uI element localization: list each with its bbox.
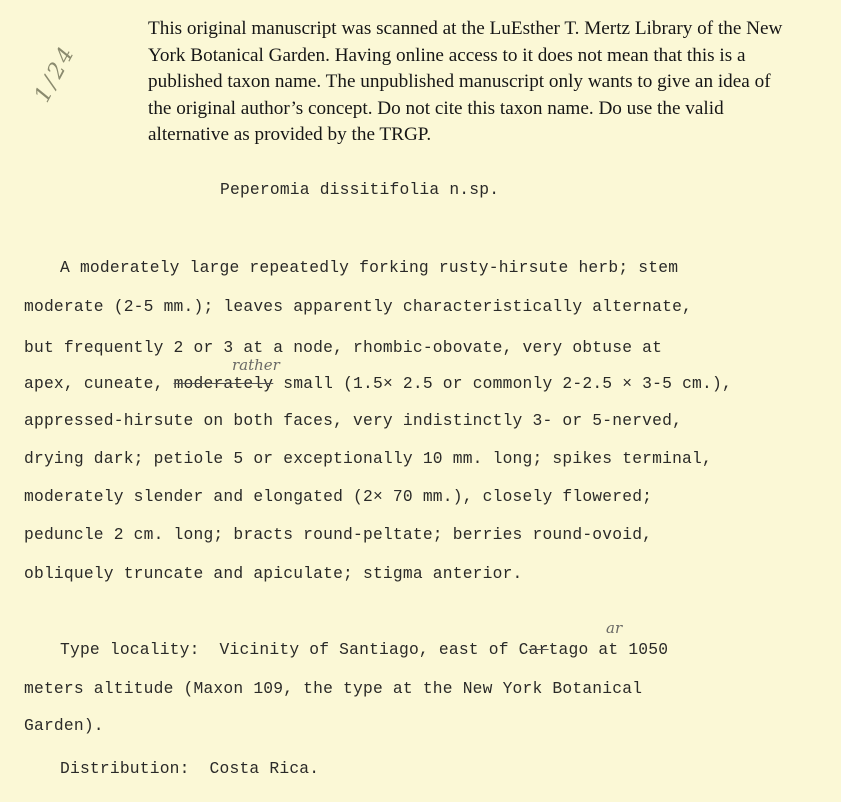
struck-word: moderately bbox=[173, 374, 274, 393]
margin-handwritten-note: 1/24 bbox=[30, 40, 81, 107]
description-line-4 bbox=[24, 374, 732, 393]
distribution-line: Distribution: Costa Rica. bbox=[60, 759, 320, 778]
type-locality-line-1 bbox=[60, 640, 668, 659]
type-locality-line-3: Garden). bbox=[24, 716, 104, 735]
scan-notice: This original manuscript was scanned at the LuEsther T. Mertz Library of the New York Botanical Garden. Having online access to it does not mean that this is a published taxon name. The unpublished manuscript only wants to give an idea of the original author’s concept. Do not cite this taxon name. Do use the valid alternative as provided by the TRGP. bbox=[148, 18, 783, 145]
line-4-end: small (1.5× 2.5 or commonly 2-2.5 × 3-5 cm.), bbox=[273, 374, 732, 393]
description-line-5: appressed-hirsute on both faces, very indistinctly 3- or 5-nerved, bbox=[24, 411, 683, 430]
inserted-letters-ar: ar bbox=[606, 619, 623, 637]
description-line-8: peduncle 2 cm. long; bracts round-peltate; berries round-ovoid, bbox=[24, 525, 653, 544]
inserted-word-rather: rather bbox=[232, 356, 280, 374]
type-locality-start: Type locality: Vicinity of Santiago, east of C bbox=[60, 640, 529, 659]
description-line-6: drying dark; petiole 5 or exceptionally 10 mm. long; spikes terminal, bbox=[24, 449, 712, 468]
struck-letters: ar bbox=[528, 640, 549, 659]
line-4-start: apex, cuneate, bbox=[24, 374, 174, 393]
description-line-3: but frequently 2 or 3 at a node, rhombic-obovate, very obtuse at bbox=[24, 338, 663, 357]
type-locality-line-2: meters altitude (Maxon 109, the type at the New York Botanical bbox=[24, 679, 643, 698]
description-line-9: obliquely truncate and apiculate; stigma anterior. bbox=[24, 564, 523, 583]
description-line-7: moderately slender and elongated (2× 70 mm.), closely flowered; bbox=[24, 487, 653, 506]
description-line-2: moderate (2-5 mm.); leaves apparently characteristically alternate, bbox=[24, 297, 693, 316]
description-line-1: A moderately large repeatedly forking rusty-hirsute herb; stem bbox=[60, 258, 679, 277]
type-locality-end: tago at 1050 bbox=[548, 640, 669, 659]
species-title: Peperomia dissitifolia n.sp. bbox=[220, 180, 500, 199]
